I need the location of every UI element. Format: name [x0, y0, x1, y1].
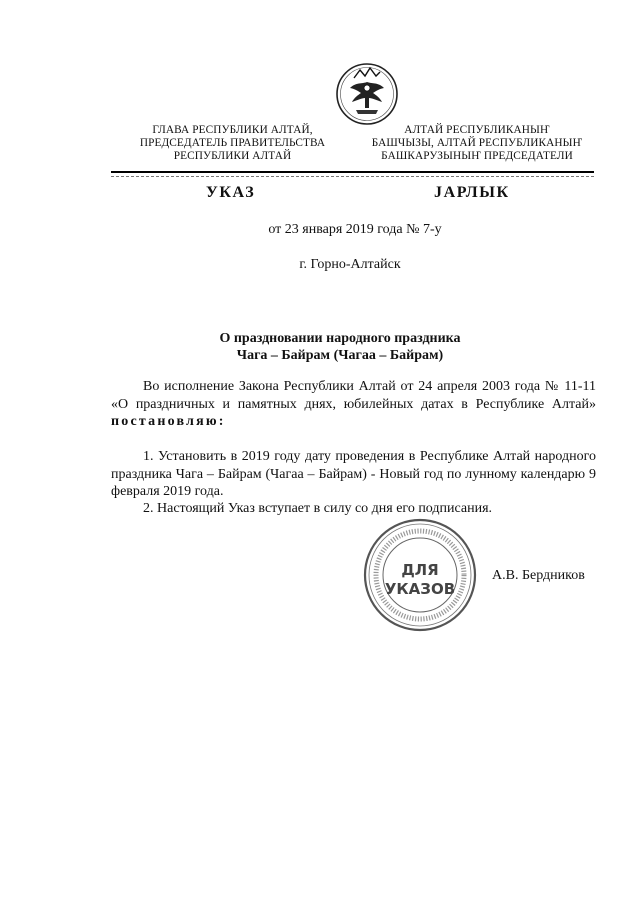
doc-type-altai: JАРЛЫК [434, 184, 510, 201]
decree-item-2: 2. Настоящий Указ вступает в силу со дня его подписания. [143, 501, 493, 516]
decree-word: постановляю: [111, 414, 226, 429]
document-city: г. Горно-Алтайск [299, 257, 401, 272]
issuer-title-russian: ГЛАВА РЕСПУБЛИКИ АЛТАЙ, ПРЕДСЕДАТЕЛЬ ПРАВИТЕЛЬСТВА РЕСПУБЛИКИ АЛТАЙ [139, 124, 326, 162]
stamp-text-line1: ДЛЯ [401, 561, 439, 579]
header-divider [111, 171, 594, 173]
header-divider-dashed [111, 176, 594, 177]
document-subject: О праздновании народного праздника Чага – Байрам (Чагаа – Байрам) [219, 331, 461, 363]
official-stamp-icon [362, 517, 478, 633]
signer-name: А.В. Бердников [492, 568, 585, 583]
preamble-paragraph: Во исполнение Закона Республики Алтай от 24 апреля 2003 года № 11-11 «О праздничных и памятных днях, юбилейных датах в Республике Алтай» постановляю: [111, 379, 596, 429]
document-date-number: от 23 января 2019 года № 7-у [268, 222, 442, 237]
emblem-icon [334, 62, 400, 126]
stamp-text-line2: УКАЗОВ [384, 580, 456, 598]
doc-type-russian: УКАЗ [206, 184, 256, 201]
issuer-title-altai: АЛТАЙ РЕСПУБЛИКАНЫҤ БАШЧЫЗЫ, АЛТАЙ РЕСПУБЛИКАНЫҤ БАШКАРУЗЫНЫҤ ПРЕДСЕДАТЕЛИ [371, 124, 583, 162]
decree-item-1: 1. Установить в 2019 году дату проведения в Республике Алтай народного праздника Чага – Байрам (Чагаа – Байрам) - Новый год по лунному календарю 9 февраля 2019 года. [111, 449, 596, 499]
